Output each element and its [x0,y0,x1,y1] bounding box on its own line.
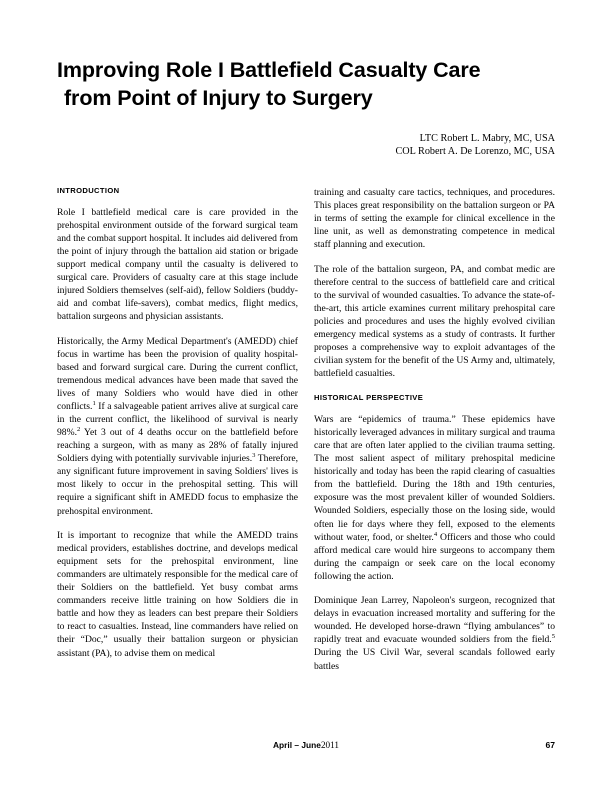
paragraph: The role of the battalion surgeon, PA, and combat medic are therefore central to the success of battlefield care and critical to the survival of wounded casualties. To advance the state-of-the-art, this article examines current military prehospital care policies and procedures and uses the highly evolved civilian emergency medical systems as a study of contrasts. It further proposes a comprehensive way to exploit advantages of the civilian system for the benefit of the US Army and, ultimately, battlefield casualties. [314,263,555,380]
paragraph-text: Historically, the Army Medical Department's (AMEDD) chief focus in wartime has been the provision of quality hospital-based and forward surgical care. During the current conflict, tremendous medical advances have been made that saved the lives of many Soldiers who would have died in other conflicts. [57,335,298,413]
footnote-ref-3: 3 [252,452,256,460]
footnote-ref-4: 4 [433,530,438,538]
left-column [57,186,298,726]
paragraph-text: Dominique Jean Larrey, Napoleon's surgeon, recognized that delays in evacuation increased mortality and suffering for the wounded. He developed horse-drawn “flying ambulances” to rapidly treat and evacuate wounded soldiers from the field. [314,595,555,646]
paragraph [57,335,298,518]
paragraph-text: Officers and those who could afford medical care would hire surgeons to accompany them during the campaign or seek care on the local economy following the action. [314,531,555,582]
paragraph: Role I battlefield medical care is care provided in the prehospital environment outside of the forward surgical team and the combat support hospital. It includes aid delivered from the point of injury through the battalion aid station or brigade support medical company until the casualty is delivered to surgical care. Providers of casualty care at this stage include injured Soldiers themselves (self-aid), fellow Soldiers (buddy-aid and combat life-savers), combat medics, flight medics, battalion surgeons and physician assistants. [57,207,298,323]
author-block [396,133,556,158]
paragraph-continued: training and casualty care tactics, techniques, and procedures. This places great responsibility on the battalion surgeon or PA in terms of setting the example for clinical excellence in the line unit, as well as demonstrating competence in medical staff planning and execution. [314,187,555,251]
paragraph [314,594,555,672]
footnote-ref-2: 2 [76,426,81,434]
footer-issue [57,740,555,750]
body-columns [57,186,555,726]
title-line-1: Improving Role I Battlefield Casualty Care [57,58,481,82]
paragraph: It is important to recognize that while the AMEDD trains medical providers, establishes doctrine, and develops medical equipment sets for the prehospital environment, line commanders are ultimately responsible for the medical care of their Soldiers on the battlefield. Yet busy combat arms commanders receive little training on how Soldiers die in battle and how they as leaders can best prepare their Soldiers to react to casualties. Instead, line commanders have relied on their “Doc,” usually their battalion surgeon or physician assistant (PA), to advise them on medical [57,530,298,659]
right-column [314,186,555,726]
footnote-ref-1: 1 [92,399,96,407]
footer-year: 2011 [320,740,339,750]
section-heading-introduction: INTRODUCTION [57,186,120,195]
author-2: COL Robert A. De Lorenzo, MC, USA [395,145,555,157]
author-1: LTC Robert L. Mabry, MC, USA [419,133,555,144]
paragraph-text: Wars are “epidemics of trauma.” These epidemics have historically leveraged advances in military surgical and trauma care that are often later applied to the civilian trauma setting. The most salient aspect of military prehospital medicine historically and today has been the rapid clearing of casualties from the battlefield. During the 18th and 19th centuries, exposure was the most prevalent killer of wounded Soldiers. Wounded Soldiers, especially those on the losing side, would often lie for days where they fell, exposed to the elements without water, food, or shelter. [314,414,555,543]
page-title [57,56,557,112]
paragraph [314,413,555,583]
page-number: 67 [545,740,555,750]
paragraph-text: During the US Civil War, several scandals followed early battles [314,647,555,672]
footnote-ref-5: 5 [551,633,555,641]
paragraph-text: Yet 3 out of 4 deaths occur on the battlefield before reaching a surgeon, with as many as 28% of fatally injured Soldiers dying with potentially survivable injuries. [57,427,298,465]
section-heading-historical-perspective: HISTORICAL PERSPECTIVE [314,393,424,403]
footer-issue-label: April – June [273,740,321,750]
title-line-2: from Point of Injury to Surgery [64,86,373,110]
page-footer [57,740,555,754]
title-block [57,56,557,112]
paragraph-text: Therefore, any significant future improvement in saving Soldiers' lives is most likely to occur in the prehospital setting. This will require a significant shift in AMEDD focus to emphasize the prehospital environment. [57,453,298,517]
paragraph-text: If a salvageable patient arrives alive at surgical care in the current conflict, the likelihood of survival is nearly 98%. [57,401,298,439]
